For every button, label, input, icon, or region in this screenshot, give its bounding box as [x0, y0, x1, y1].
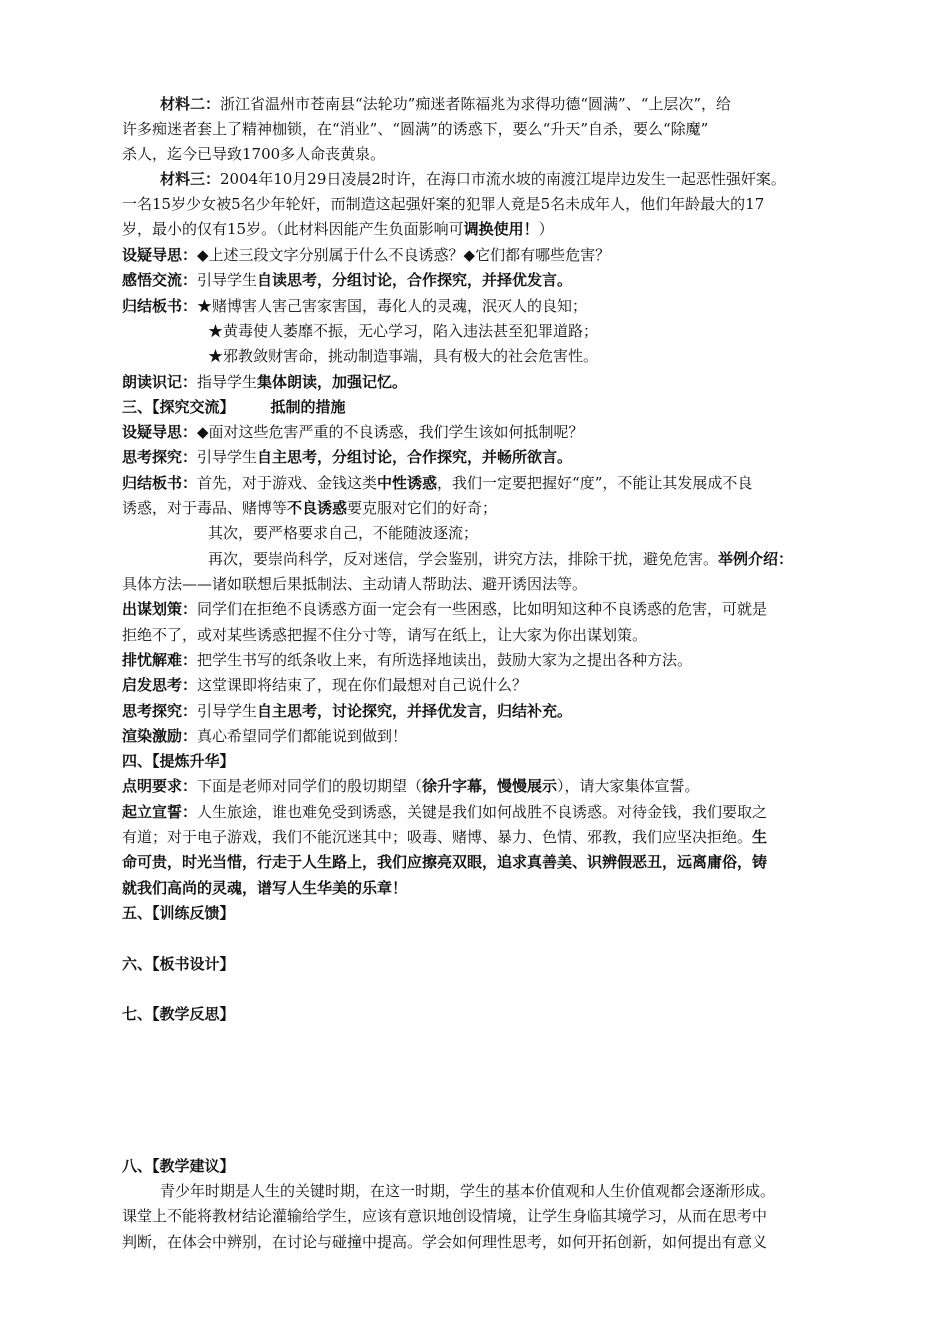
material-3-line-2: 一名15岁少女被5名少年轮奸，而制造这起强奸案的犯罪人竟是5名未成年人，他们年龄最大的17 [122, 195, 765, 213]
section-8-para-line-1: 青少年时期是人生的关键时期，在这一时期，学生的基本价值观和人生价值观都会逐渐形成。 [160, 1182, 776, 1200]
exchange-line: 感悟交流：引导学生自读思考，分组讨论，合作探究，并择优发言。 [122, 271, 573, 289]
section-3-methods: 具体方法——诸如联想后果抵制法、主动请人帮助法、避开诱因法等。 [122, 575, 588, 593]
section-3-think: 思考探究：引导学生自主思考，分组讨论，合作探究，并畅所欲言。 [122, 448, 573, 466]
section-6-heading: 六、【板书设计】 [122, 955, 235, 973]
summary-line-2: ★黄毒使人萎靡不振，无心学习，陷入违法甚至犯罪道路； [208, 322, 599, 340]
inspire-line: 启发思考：这堂课即将结束了，现在你们最想对自己说什么？ [122, 676, 528, 694]
summary-line-3: ★邪教敛财害命，挑动制造事端，具有极大的社会危害性。 [208, 347, 599, 365]
section-3-next: 其次，要严格要求自己，不能随波逐流； [208, 524, 479, 542]
material-2-line-1: 材料二：浙江省温州市苍南县“法轮功”痴迷者陈福兆为求得功德“圆满”、“上层次”，给 [160, 95, 732, 113]
oath-line-2: 有道；对于电子游戏，我们不能沉迷其中；吸毒、赌博、暴力、色情、邪教，我们应坚决拒绝。生 [122, 828, 768, 846]
section-3-question: 设疑导思：◆面对这些危害严重的不良诱惑，我们学生该如何抵制呢？ [122, 423, 584, 441]
think-2-line: 思考探究：引导学生自主思考，讨论探究，并择优发言，归结补充。 [122, 702, 573, 720]
guide-question-line: 设疑导思：◆上述三段文字分别属于什么不良诱惑？◆它们都有哪些危害？ [122, 246, 611, 264]
encourage-line: 渲染激励：真心希望同学们都能说到做到！ [122, 727, 408, 745]
requirement-line: 点明要求：下面是老师对同学们的殷切期望（徐升字幕，慢慢展示），请大家集体宣誓。 [122, 777, 700, 795]
section-7-heading: 七、【教学反思】 [122, 1005, 235, 1023]
section-8-para-line-3: 判断，在体会中辨别，在讨论与碰撞中提高。学会如何理性思考，如何开拓创新，如何提出有意义 [122, 1233, 768, 1251]
material-2-line-3: 杀人，迄今已导致1700多人命丧黄泉。 [122, 145, 386, 163]
plan-line-1: 出谋划策：同学们在拒绝不良诱惑方面一定会有一些困惑，比如明知这种不良诱惑的危害，可就是 [122, 600, 768, 618]
plan-line-2: 拒绝不了，或对某些诱惑把握不住分寸等，请写在纸上，让大家为你出谋划策。 [122, 626, 648, 644]
section-8-heading: 八、【教学建议】 [122, 1157, 235, 1175]
oath-line-4: 就我们高尚的灵魂，谱写人生华美的乐章！ [122, 879, 408, 897]
solve-line: 排忧解难：把学生书写的纸条收上来，有所选择地读出，鼓励大家为之提出各种方法。 [122, 651, 693, 669]
material-3-line-1: 材料三：2004年10月29日凌晨2时许，在海口市流水坡的南渡江堤岸边发生一起恶性强奸案。 [160, 170, 786, 188]
oath-line-3: 命可贵，时光当惜，行走于人生路上，我们应擦亮双眼，追求真善美、识辨假恶丑，远离庸俗，铸 [122, 853, 768, 871]
section-3-again: 再次，要崇尚科学，反对迷信，学会鉴别，讲究方法，排除干扰，避免危害。举例介绍： [208, 550, 794, 568]
section-3-summary-line-2: 诱惑，对于毒品、赌博等不良诱惑要克服对它们的好奇； [122, 499, 498, 517]
summary-line-1: 归结板书：★赌博害人害己害家害国，毒化人的灵魂，泯灭人的良知； [122, 297, 588, 315]
oath-line-1: 起立宣誓：人生旅途，谁也难免受到诱惑，关键是我们如何战胜不良诱惑。对待金钱，我们要取之 [122, 803, 768, 821]
section-3-heading: 三、【探究交流】 抵制的措施 [122, 398, 346, 416]
material-2-line-2: 许多痴迷者套上了精神枷锁，在“消业”、“圆满”的诱惑下，要么“升天”自杀，要么“除魔” [122, 120, 709, 138]
material-3-line-3: 岁，最小的仅有15岁。（此材料因能产生负面影响可调换使用！） [122, 220, 554, 238]
section-4-heading: 四、【提炼升华】 [122, 752, 235, 770]
section-5-heading: 五、【训练反馈】 [122, 904, 235, 922]
section-3-summary-line-1: 归结板书：首先，对于游戏、金钱这类中性诱惑，我们一定要把握好“度”，不能让其发展成不良 [122, 474, 753, 492]
read-aloud-line: 朗读识记：指导学生集体朗读，加强记忆。 [122, 373, 408, 391]
section-8-para-line-2: 课堂上不能将教材结论灌输给学生，应该有意识地创设情境，让学生身临其境学习，从而在思考中 [122, 1207, 768, 1225]
